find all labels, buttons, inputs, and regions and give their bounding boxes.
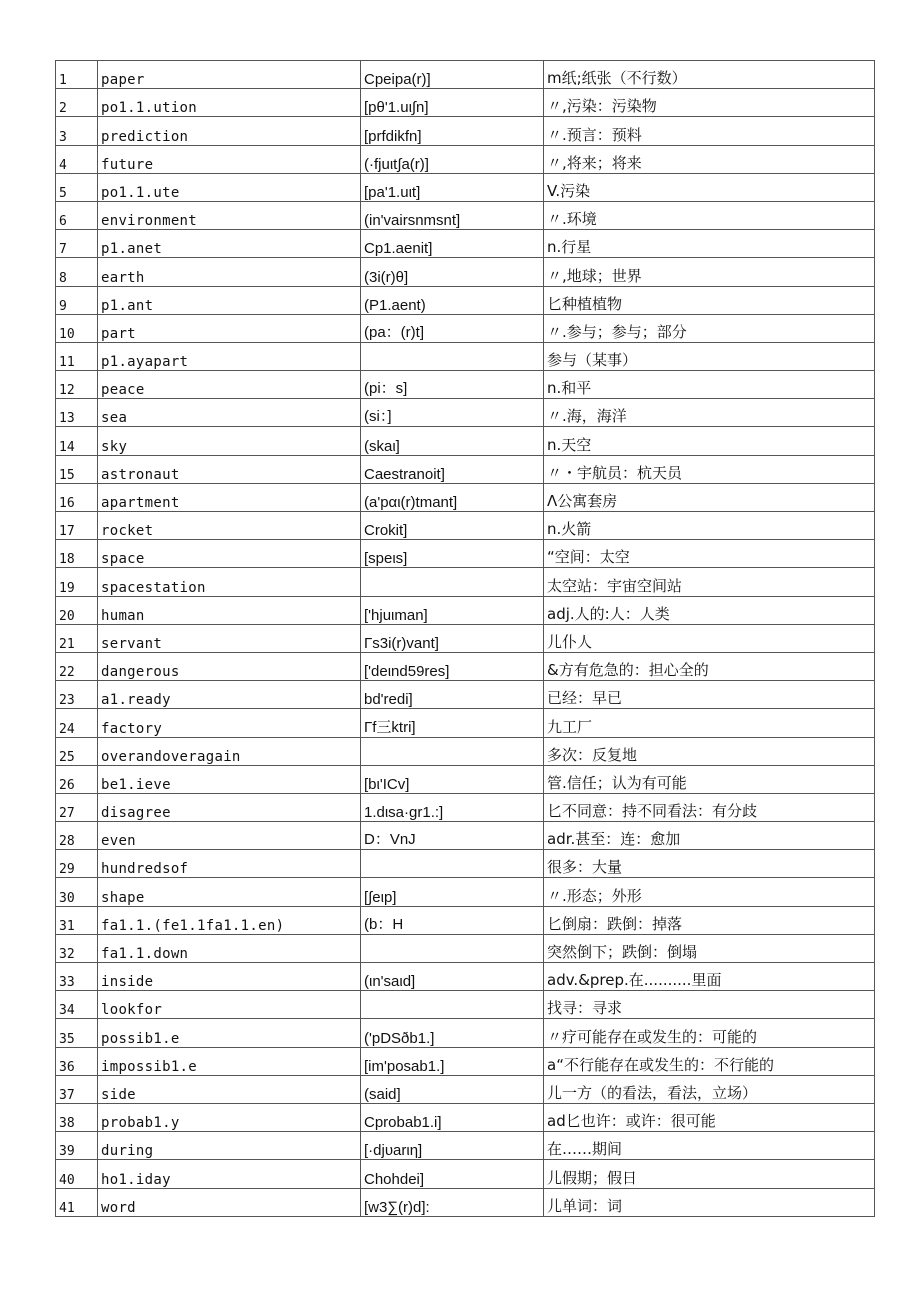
vocabulary-table-body — [56, 61, 875, 1217]
table-row — [56, 822, 875, 850]
row-number: 3 — [56, 117, 98, 145]
phonetic: bd'redi] — [361, 681, 544, 709]
table-row — [56, 906, 875, 934]
table-row — [56, 173, 875, 201]
chinese-meaning: 匕种植植物 — [544, 286, 875, 314]
chinese-meaning: n.和平 — [544, 371, 875, 399]
chinese-meaning: n.行星 — [544, 230, 875, 258]
english-word: side — [98, 1075, 361, 1103]
row-number: 30 — [56, 878, 98, 906]
table-row — [56, 483, 875, 511]
table-row — [56, 342, 875, 370]
table-row — [56, 934, 875, 962]
row-number: 34 — [56, 991, 98, 1019]
chinese-meaning: 多次：反复地 — [544, 737, 875, 765]
phonetic: (pa：(r)t] — [361, 314, 544, 342]
english-word: po1.1.ute — [98, 173, 361, 201]
phonetic: (pi：s] — [361, 371, 544, 399]
phonetic: (said] — [361, 1075, 544, 1103]
table-row — [56, 117, 875, 145]
row-number: 37 — [56, 1075, 98, 1103]
table-row — [56, 878, 875, 906]
chinese-meaning: 〃.预言：预料 — [544, 117, 875, 145]
phonetic: Crokit] — [361, 512, 544, 540]
chinese-meaning: 〃.形态；外形 — [544, 878, 875, 906]
phonetic — [361, 342, 544, 370]
phonetic: (b：H — [361, 906, 544, 934]
chinese-meaning: 管.信任；认为有可能 — [544, 765, 875, 793]
english-word: earth — [98, 258, 361, 286]
english-word: sky — [98, 427, 361, 455]
english-word: p1.ayapart — [98, 342, 361, 370]
english-word: po1.1.ution — [98, 89, 361, 117]
row-number: 13 — [56, 399, 98, 427]
table-row — [56, 89, 875, 117]
chinese-meaning: 儿仆人 — [544, 624, 875, 652]
phonetic: Caestranoit] — [361, 455, 544, 483]
phonetic: 1.dιsa·gr1.:] — [361, 793, 544, 821]
table-row — [56, 314, 875, 342]
table-row — [56, 540, 875, 568]
table-row — [56, 512, 875, 540]
english-word: fa1.1.(fe1.1fa1.1.en) — [98, 906, 361, 934]
row-number: 9 — [56, 286, 98, 314]
english-word: environment — [98, 201, 361, 229]
english-word: p1.ant — [98, 286, 361, 314]
table-row — [56, 963, 875, 991]
phonetic — [361, 991, 544, 1019]
english-word: probab1.y — [98, 1103, 361, 1131]
phonetic: [prfdikfn] — [361, 117, 544, 145]
row-number: 7 — [56, 230, 98, 258]
phonetic: ['deιnd59res] — [361, 652, 544, 680]
phonetic: (ιn'saιd] — [361, 963, 544, 991]
english-word: impossib1.e — [98, 1047, 361, 1075]
chinese-meaning: a“不行能存在或发生的：不行能的 — [544, 1047, 875, 1075]
table-row — [56, 624, 875, 652]
row-number: 11 — [56, 342, 98, 370]
phonetic: (·fjuιt∫a(r)] — [361, 145, 544, 173]
english-word: shape — [98, 878, 361, 906]
row-number: 14 — [56, 427, 98, 455]
chinese-meaning: 在……期间 — [544, 1132, 875, 1160]
row-number: 29 — [56, 850, 98, 878]
chinese-meaning: adj.人的:人：人类 — [544, 596, 875, 624]
phonetic: [pa'1.uιt] — [361, 173, 544, 201]
chinese-meaning: 匕不同意：持不同看法：有分歧 — [544, 793, 875, 821]
table-row — [56, 765, 875, 793]
chinese-meaning: &方有危急的：担心全的 — [544, 652, 875, 680]
chinese-meaning: 太空站：宇宙空间站 — [544, 568, 875, 596]
table-row — [56, 681, 875, 709]
english-word: space — [98, 540, 361, 568]
phonetic: ['hjuιman] — [361, 596, 544, 624]
row-number: 25 — [56, 737, 98, 765]
row-number: 40 — [56, 1160, 98, 1188]
phonetic — [361, 934, 544, 962]
chinese-meaning: ad匕也许：或许：很可能 — [544, 1103, 875, 1131]
chinese-meaning: n.天空 — [544, 427, 875, 455]
chinese-meaning: adr.甚至：连：愈加 — [544, 822, 875, 850]
chinese-meaning: V.污染 — [544, 173, 875, 201]
chinese-meaning: adv.&prep.在..........里面 — [544, 963, 875, 991]
row-number: 19 — [56, 568, 98, 596]
phonetic — [361, 850, 544, 878]
chinese-meaning: 匕倒扇：跌倒：掉落 — [544, 906, 875, 934]
english-word: peace — [98, 371, 361, 399]
chinese-meaning: 〃.环境 — [544, 201, 875, 229]
table-row — [56, 61, 875, 89]
table-row — [56, 568, 875, 596]
row-number: 22 — [56, 652, 98, 680]
table-row — [56, 399, 875, 427]
row-number: 35 — [56, 1019, 98, 1047]
chinese-meaning: 〃.海，海洋 — [544, 399, 875, 427]
english-word: sea — [98, 399, 361, 427]
phonetic: Γs3i(r)vant] — [361, 624, 544, 652]
chinese-meaning: 很多：大量 — [544, 850, 875, 878]
row-number: 21 — [56, 624, 98, 652]
row-number: 12 — [56, 371, 98, 399]
phonetic: ('pDSðb1.] — [361, 1019, 544, 1047]
chinese-meaning: 儿单词：词 — [544, 1188, 875, 1216]
english-word: fa1.1.down — [98, 934, 361, 962]
table-row — [56, 1160, 875, 1188]
row-number: 31 — [56, 906, 98, 934]
chinese-meaning: 儿一方（的看法，看法，立场） — [544, 1075, 875, 1103]
phonetic: [pθ'1.uι∫n] — [361, 89, 544, 117]
chinese-meaning: 〃・宇航员：杭天员 — [544, 455, 875, 483]
english-word: spacestation — [98, 568, 361, 596]
phonetic: [∫eιp] — [361, 878, 544, 906]
chinese-meaning: “空间：太空 — [544, 540, 875, 568]
phonetic: (skaι] — [361, 427, 544, 455]
row-number: 39 — [56, 1132, 98, 1160]
table-row — [56, 1019, 875, 1047]
table-row — [56, 286, 875, 314]
phonetic: Cpeipa(r)] — [361, 61, 544, 89]
row-number: 41 — [56, 1188, 98, 1216]
chinese-meaning: 〃.参与；参与；部分 — [544, 314, 875, 342]
phonetic — [361, 737, 544, 765]
chinese-meaning: 已经：早已 — [544, 681, 875, 709]
chinese-meaning: 儿假期；假日 — [544, 1160, 875, 1188]
row-number: 15 — [56, 455, 98, 483]
english-word: apartment — [98, 483, 361, 511]
table-row — [56, 371, 875, 399]
vocabulary-table — [55, 60, 875, 1217]
row-number: 38 — [56, 1103, 98, 1131]
row-number: 26 — [56, 765, 98, 793]
english-word: hundredsof — [98, 850, 361, 878]
english-word: a1.ready — [98, 681, 361, 709]
row-number: 1 — [56, 61, 98, 89]
chinese-meaning: 〃,将来；将来 — [544, 145, 875, 173]
chinese-meaning: 突然倒下；跌倒：倒塌 — [544, 934, 875, 962]
english-word: rocket — [98, 512, 361, 540]
phonetic: (3i(r)θ] — [361, 258, 544, 286]
row-number: 24 — [56, 709, 98, 737]
phonetic: D：VnJ — [361, 822, 544, 850]
chinese-meaning: n.火箭 — [544, 512, 875, 540]
table-row — [56, 991, 875, 1019]
table-row — [56, 145, 875, 173]
english-word: possib1.e — [98, 1019, 361, 1047]
row-number: 36 — [56, 1047, 98, 1075]
english-word: prediction — [98, 117, 361, 145]
chinese-meaning: 〃,污染：污染物 — [544, 89, 875, 117]
row-number: 5 — [56, 173, 98, 201]
english-word: p1.anet — [98, 230, 361, 258]
english-word: servant — [98, 624, 361, 652]
row-number: 17 — [56, 512, 98, 540]
table-row — [56, 652, 875, 680]
english-word: factory — [98, 709, 361, 737]
phonetic: (P1.aent) — [361, 286, 544, 314]
table-row — [56, 201, 875, 229]
chinese-meaning: 〃,地球；世界 — [544, 258, 875, 286]
phonetic: [im'posab1.] — [361, 1047, 544, 1075]
phonetic: [speιs] — [361, 540, 544, 568]
english-word: be1.ieve — [98, 765, 361, 793]
phonetic — [361, 568, 544, 596]
table-row — [56, 230, 875, 258]
row-number: 27 — [56, 793, 98, 821]
row-number: 8 — [56, 258, 98, 286]
table-row — [56, 1132, 875, 1160]
phonetic: Cp1.aenit] — [361, 230, 544, 258]
phonetic: (in'vairsnmsnt] — [361, 201, 544, 229]
english-word: inside — [98, 963, 361, 991]
table-row — [56, 1103, 875, 1131]
english-word: part — [98, 314, 361, 342]
chinese-meaning: Λ公寓套房 — [544, 483, 875, 511]
phonetic: Chohdei] — [361, 1160, 544, 1188]
english-word: disagree — [98, 793, 361, 821]
row-number: 2 — [56, 89, 98, 117]
english-word: lookfor — [98, 991, 361, 1019]
chinese-meaning: m纸;纸张（不行数） — [544, 61, 875, 89]
chinese-meaning: 〃疗可能存在或发生的：可能的 — [544, 1019, 875, 1047]
row-number: 16 — [56, 483, 98, 511]
english-word: during — [98, 1132, 361, 1160]
row-number: 6 — [56, 201, 98, 229]
table-row — [56, 596, 875, 624]
english-word: future — [98, 145, 361, 173]
table-row — [56, 709, 875, 737]
phonetic: (si：] — [361, 399, 544, 427]
row-number: 20 — [56, 596, 98, 624]
table-row — [56, 258, 875, 286]
phonetic: Γf三ktri] — [361, 709, 544, 737]
phonetic: [w3∑(r)d]: — [361, 1188, 544, 1216]
chinese-meaning: 找寻：寻求 — [544, 991, 875, 1019]
row-number: 23 — [56, 681, 98, 709]
table-row — [56, 1047, 875, 1075]
english-word: astronaut — [98, 455, 361, 483]
phonetic: [bι'ICv] — [361, 765, 544, 793]
row-number: 32 — [56, 934, 98, 962]
row-number: 4 — [56, 145, 98, 173]
english-word: even — [98, 822, 361, 850]
english-word: paper — [98, 61, 361, 89]
english-word: human — [98, 596, 361, 624]
table-row — [56, 793, 875, 821]
row-number: 28 — [56, 822, 98, 850]
phonetic: [·djυarιη] — [361, 1132, 544, 1160]
chinese-meaning: 参与（某事） — [544, 342, 875, 370]
table-row — [56, 427, 875, 455]
phonetic: Cprobab1.i] — [361, 1103, 544, 1131]
table-row — [56, 455, 875, 483]
english-word: overandoveragain — [98, 737, 361, 765]
chinese-meaning: 九工厂 — [544, 709, 875, 737]
table-row — [56, 850, 875, 878]
table-row — [56, 1188, 875, 1216]
english-word: ho1.iday — [98, 1160, 361, 1188]
english-word: word — [98, 1188, 361, 1216]
english-word: dangerous — [98, 652, 361, 680]
row-number: 18 — [56, 540, 98, 568]
table-row — [56, 1075, 875, 1103]
row-number: 33 — [56, 963, 98, 991]
phonetic: (a'pαι(r)tmant] — [361, 483, 544, 511]
table-row — [56, 737, 875, 765]
row-number: 10 — [56, 314, 98, 342]
